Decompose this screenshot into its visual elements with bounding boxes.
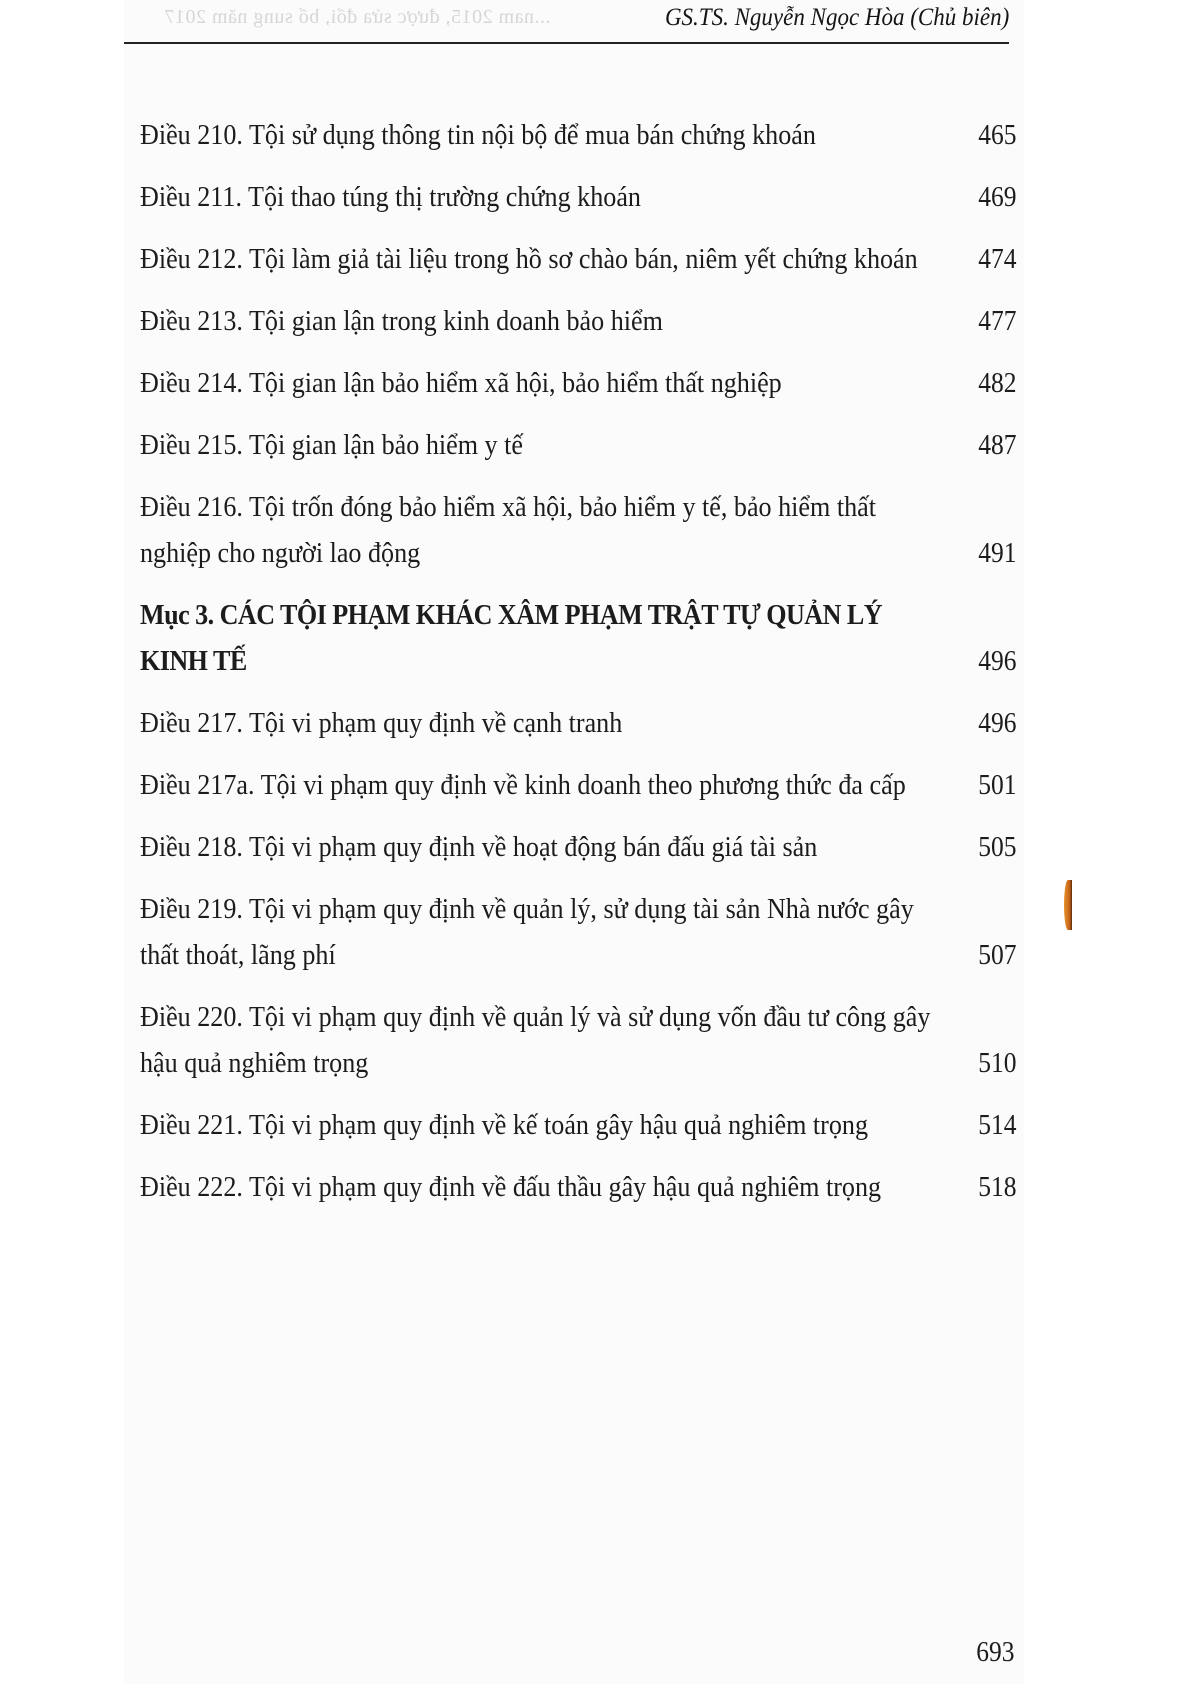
toc-entry-page: 505 (977, 831, 1016, 863)
toc-entry-title: Điều 214. Tội gian lận bảo hiểm xã hội, bảo hiểm thất nghiệp (140, 367, 782, 399)
toc-entry-page: 510 (977, 1047, 1016, 1079)
toc-section-title: Mục 3. CÁC TỘI PHẠM KHÁC XÂM PHẠM TRẬT TỰ QUẢN LÝ KINH TẾ (140, 599, 883, 677)
toc-entry-title: Điều 219. Tội vi phạm quy định về quản lý, sử dụng tài sản Nhà nước gây thất thoát, lãng phí (140, 893, 914, 971)
toc-entry-page: 477 (977, 305, 1016, 337)
toc-entry[interactable] (140, 994, 1016, 1086)
toc-section-heading[interactable] (140, 592, 1016, 684)
bleed-through-text: ...nam 2015, được sửa đổi, bổ sung năm 2017 (164, 6, 551, 28)
header-author: GS.TS. Nguyễn Ngọc Hòa (Chủ biên) (664, 4, 1009, 31)
toc-entry-page: 518 (977, 1171, 1016, 1203)
toc-entry-title: Điều 217a. Tội vi phạm quy định về kinh doanh theo phương thức đa cấp (140, 769, 906, 801)
toc-entry[interactable] (140, 174, 1016, 220)
toc-entry-page: 474 (977, 243, 1016, 275)
toc-entry-title: Điều 216. Tội trốn đóng bảo hiểm xã hội, bảo hiểm y tế, bảo hiểm thất nghiệp cho người lao động (140, 491, 876, 569)
toc-entry-page: 496 (977, 707, 1016, 739)
toc-entry-title: Điều 222. Tội vi phạm quy định về đấu thầu gây hậu quả nghiêm trọng (140, 1171, 882, 1203)
toc-entry-page: 465 (977, 119, 1016, 151)
toc-entry-title: Điều 212. Tội làm giả tài liệu trong hồ sơ chào bán, niêm yết chứng khoán (140, 243, 918, 275)
toc-entry-title: Điều 211. Tội thao túng thị trường chứng khoán (140, 181, 641, 213)
toc-entry[interactable] (140, 700, 1016, 746)
table-of-contents (140, 112, 1016, 1226)
header-rule (124, 42, 1009, 44)
toc-entry-page: 487 (977, 429, 1016, 461)
toc-entry-title: Điều 218. Tội vi phạm quy định về hoạt động bán đấu giá tài sản (140, 831, 818, 863)
toc-entry-page: 482 (977, 367, 1016, 399)
toc-entry-title: Điều 210. Tội sử dụng thông tin nội bộ để mua bán chứng khoán (140, 119, 816, 151)
toc-entry-page: 507 (977, 939, 1016, 971)
toc-entry-title: Điều 213. Tội gian lận trong kinh doanh bảo hiểm (140, 305, 663, 337)
toc-entry[interactable] (140, 298, 1016, 344)
toc-entry[interactable] (140, 1164, 1016, 1210)
toc-entry-page: 491 (977, 537, 1016, 569)
toc-entry-page: 469 (977, 181, 1016, 213)
toc-entry-title: Điều 221. Tội vi phạm quy định về kế toán gây hậu quả nghiêm trọng (140, 1109, 869, 1141)
book-page (124, 0, 1024, 1684)
toc-entry-title: Điều 215. Tội gian lận bảo hiểm y tế (140, 429, 523, 461)
page-number: 693 (975, 1636, 1014, 1668)
toc-entry[interactable] (140, 112, 1016, 158)
toc-entry[interactable] (140, 824, 1016, 870)
page-tab-mark-icon (1064, 880, 1072, 930)
toc-entry-title: Điều 217. Tội vi phạm quy định về cạnh tranh (140, 707, 623, 739)
toc-entry-page: 514 (977, 1109, 1016, 1141)
toc-entry[interactable] (140, 762, 1016, 808)
running-header (124, 2, 1009, 38)
toc-entry[interactable] (140, 484, 1016, 576)
toc-entry[interactable] (140, 236, 1016, 282)
toc-entry[interactable] (140, 1102, 1016, 1148)
toc-entry-page: 496 (977, 645, 1016, 677)
toc-entry[interactable] (140, 360, 1016, 406)
toc-entry[interactable] (140, 886, 1016, 978)
toc-entry[interactable] (140, 422, 1016, 468)
toc-entry-title: Điều 220. Tội vi phạm quy định về quản lý và sử dụng vốn đầu tư công gây hậu quả nghiêm trọng (140, 1001, 931, 1079)
toc-entry-page: 501 (977, 769, 1016, 801)
